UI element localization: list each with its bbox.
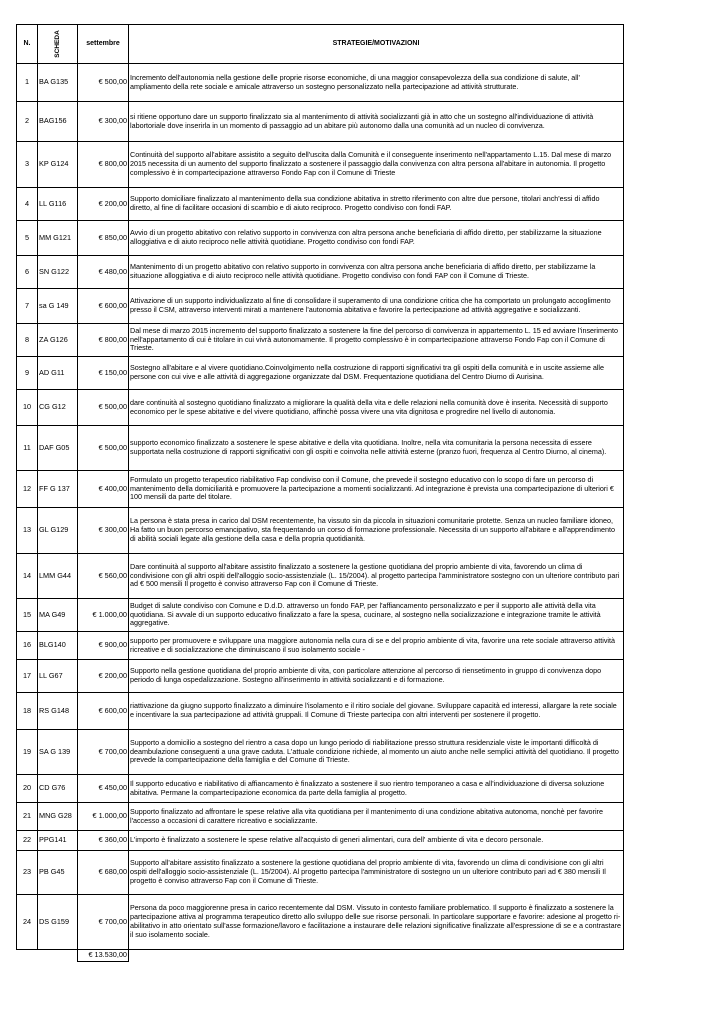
row-amount: € 850,00 xyxy=(78,221,129,256)
row-code: DS G159 xyxy=(38,895,78,950)
table-row xyxy=(17,851,624,895)
row-code: BAG156 xyxy=(38,102,78,142)
row-amount: € 600,00 xyxy=(78,289,129,324)
row-number: 10 xyxy=(17,390,38,426)
row-number: 4 xyxy=(17,188,38,221)
row-code: FF G 137 xyxy=(38,471,78,508)
row-code: MNG G28 xyxy=(38,803,78,831)
row-number: 18 xyxy=(17,693,38,730)
row-code: MA G49 xyxy=(38,599,78,632)
header-scheda xyxy=(38,25,78,64)
row-strategy: si ritiene opportuno dare un supporto finalizzato sia al mantenimento di attività socializzanti già in atto che un sostegno all'individuazione di attività labortoriale dove inserirla in un momento di passaggio ad un abitare più autonomo dalla una comunità ad un nucleo di convivenza. xyxy=(129,102,624,142)
row-number: 9 xyxy=(17,357,38,390)
row-code: DAF G05 xyxy=(38,426,78,471)
row-amount: € 680,00 xyxy=(78,851,129,895)
table-row xyxy=(17,390,624,426)
row-amount: € 800,00 xyxy=(78,324,129,357)
row-strategy: Supporto finalizzato ad affrontare le spese relative alla vita quotidiana per il mantenimento di una condizione abitativa autonoma, nonchè per favorire l'accesso a occasioni di carattere ricreativo e socializzante. xyxy=(129,803,624,831)
row-strategy: Dal mese di marzo 2015 incremento del supporto finalizzato a sostenere la fine del percorso di convivenza in appartemento L. 15 ed avviare l'inserimento nell'appartamento di cui è titolare in cui vivrà autonomamente. Il progetto complessivo è in compartecipazione attraverso Fondo Fap con il Comune di Trieste. xyxy=(129,324,624,357)
row-strategy: Attivazione di un supporto individualizzato al fine di consolidare il superamento di una condizione critica che ha comportato un prolungato accoglimento presso il CSM, attraverso interventi mirati a mantenere l'autonomia abitativa e favorire la pertecipazione ad attività aggregative e socializzanti. xyxy=(129,289,624,324)
table-row xyxy=(17,831,624,851)
header-row xyxy=(17,25,624,64)
row-number: 20 xyxy=(17,775,38,803)
row-amount: € 1.000,00 xyxy=(78,599,129,632)
row-number: 19 xyxy=(17,730,38,775)
table-row xyxy=(17,693,624,730)
header-month: settembre xyxy=(78,25,129,64)
row-code: GL G129 xyxy=(38,508,78,554)
table-row xyxy=(17,632,624,660)
row-amount: € 300,00 xyxy=(78,102,129,142)
table-row xyxy=(17,508,624,554)
row-number: 3 xyxy=(17,142,38,188)
row-strategy: Formulato un progetto terapeutico riabilitativo Fap condiviso con il Comune, che prevede il sostegno educativo con lo scopo di fare un percorso di mantenimento della domiciliarità e promuovere la partecipazione a momenti socializzanti. Ad integrazione è prevista una compartecipazione di ulteriori € 100 mensili da parte del titolare. xyxy=(129,471,624,508)
total-row xyxy=(17,950,624,962)
row-amount: € 200,00 xyxy=(78,188,129,221)
row-strategy: dare continuità al sostegno quotidiano finalizzato a migliorare la qualità della vita e delle relazioni nella comunità dove è inserita. Necessità di supporto economico per le spese abitative e del vivere quotidiano, affinchè possa vivere una vita dignitosa e progredire nel livello di autonomia. xyxy=(129,390,624,426)
row-number: 1 xyxy=(17,64,38,102)
row-number: 22 xyxy=(17,831,38,851)
row-code: PPG141 xyxy=(38,831,78,851)
row-strategy: Budget di salute condiviso con Comune e D.d.D. attraverso un fondo FAP, per l'affiancamento personalizzato e per il supporto alle attività della vita quotidiana. Si avvale di un supporto educativo finalizzato a fare la spesa, cucinare, al sostegno nella socializzazione e integrazione tramite le attività aggregative. xyxy=(129,599,624,632)
row-code: LL G67 xyxy=(38,660,78,693)
total-amount: € 13.530,00 xyxy=(78,950,129,962)
row-amount: € 400,00 xyxy=(78,471,129,508)
row-strategy: Supporto domiciliare finalizzato al mantenimento della sua condizione abitativa in stretto riferimento con altre due persone, titolari anch'essi di affido diretto, al fine di facilitare occasioni di scambio e di aiuto reciproco. Progetto condiviso con fondi FAP. xyxy=(129,188,624,221)
row-number: 12 xyxy=(17,471,38,508)
row-code: BA G135 xyxy=(38,64,78,102)
row-code: PB G45 xyxy=(38,851,78,895)
row-code: CD G76 xyxy=(38,775,78,803)
row-code: sa G 149 xyxy=(38,289,78,324)
row-strategy: supporto per promuovere e sviluppare una maggiore autonomia nella cura di se e del proprio ambiente di vita, favorire una rete sociale attraverso attività ricreative e di socializzazione che diminuiscano il suo isolamento sociale - xyxy=(129,632,624,660)
row-number: 13 xyxy=(17,508,38,554)
table-row xyxy=(17,324,624,357)
row-number: 24 xyxy=(17,895,38,950)
row-code: CG G12 xyxy=(38,390,78,426)
row-amount: € 500,00 xyxy=(78,426,129,471)
table-row xyxy=(17,102,624,142)
row-number: 21 xyxy=(17,803,38,831)
budget-table xyxy=(16,24,624,962)
row-amount: € 1.000,00 xyxy=(78,803,129,831)
header-strategy: STRATEGIE/MOTIVAZIONI xyxy=(129,25,624,64)
header-n: N. xyxy=(17,25,38,64)
table-row xyxy=(17,357,624,390)
table-row xyxy=(17,426,624,471)
row-code: SN G122 xyxy=(38,256,78,289)
row-amount: € 900,00 xyxy=(78,632,129,660)
row-number: 7 xyxy=(17,289,38,324)
table-row xyxy=(17,256,624,289)
row-strategy: Persona da poco maggiorenne presa in carico recentemente dal DSM. Vissuto in contesto familiare problematico. Il supporto è finalizzato a sostenere la partecipazione attiva al programma terapeutico diretto allo sviluppo delle sue risorse personali. In particolare supportare e favorire: adesione al progetto ri-abilitativo in atto orientato sull'asse formazione/lavoro e facilitazione a instaurare delle relazioni significative finalizzate all'espressione di se e a contrastare il suo isolamento sociale. xyxy=(129,895,624,950)
row-strategy: Continuità del supporto all'abitare assistito a seguito dell'uscita dalla Comunità e il conseguente inserimento nell'appartamento L.15. Dal mese di marzo 2015 necessita di un aumento del supporto finalizzato a sostenere il passaggio dalla convivenza con altra persona all'abitare in autonomia. Il progetto complessivo è in compartecipazione attraverso Fondo Fap con il Comune di Trieste xyxy=(129,142,624,188)
row-strategy: Incremento dell'autonomia nella gestione delle proprie risorse economiche, di una maggior consapevolezza della sua condizione di salute, all' ampliamento della rete sociale e amicale attraverso un sostegno personalizzato nella partecipazione ad attività strutturate. xyxy=(129,64,624,102)
table-body xyxy=(17,64,624,950)
row-code: MM G121 xyxy=(38,221,78,256)
row-code: KP G124 xyxy=(38,142,78,188)
row-strategy: Supporto all'abitare assistito finalizzato a sostenere la gestione quotidiana del proprio ambiente di vita, favorendo un clima di condivisione con gli altri ospiti dell'alloggio socio-assistenziale (L. 15/2004). Al progetto partecipa l'amministratore di sostegno un un ulteriore contributo pari ad € 380 mensili Il progetto è conviso attraverso Fap con il Comune di Trieste. xyxy=(129,851,624,895)
row-number: 14 xyxy=(17,554,38,599)
row-code: ZA G126 xyxy=(38,324,78,357)
row-strategy: Mantenimento di un progetto abitativo con relativo supporto in convivenza con altra persona anche beneficiaria di affido diretto, per stabilizzarne la situazione alloggiativa e di aiuto reciproco nelle attività quotidiane. Progetto condiviso con fondi FAP con il Comune di Trieste. xyxy=(129,256,624,289)
row-code: AD G11 xyxy=(38,357,78,390)
table-row xyxy=(17,471,624,508)
row-number: 8 xyxy=(17,324,38,357)
row-amount: € 300,00 xyxy=(78,508,129,554)
table-row xyxy=(17,599,624,632)
row-code: SA G 139 xyxy=(38,730,78,775)
row-code: RS G148 xyxy=(38,693,78,730)
row-strategy: La persona è stata presa in carico dal DSM recentemente, ha vissuto sin da piccola in situazioni comunitarie protette. Senza un nucleo familiare idoneo, Ha fatto un buon percorso emancipativo, sta frequentando un corso di formazione professionale. Necessita di un supporto all'abitare e all'apprendimento di abilità sociali legate alla gestione della casa e della propria quotidianità. xyxy=(129,508,624,554)
table-row xyxy=(17,142,624,188)
row-amount: € 200,00 xyxy=(78,660,129,693)
header-scheda-label: SCHEDA xyxy=(53,29,61,58)
table-row xyxy=(17,221,624,256)
row-strategy: L'importo è finalizzato a sostenere le spese relative all'acquisto di generi alimentari, cura dell' ambiente di vita e decoro personale. xyxy=(129,831,624,851)
row-amount: € 600,00 xyxy=(78,693,129,730)
row-number: 2 xyxy=(17,102,38,142)
table-row xyxy=(17,289,624,324)
table-row xyxy=(17,730,624,775)
row-number: 16 xyxy=(17,632,38,660)
row-number: 5 xyxy=(17,221,38,256)
row-amount: € 150,00 xyxy=(78,357,129,390)
row-number: 6 xyxy=(17,256,38,289)
row-code: LMM G44 xyxy=(38,554,78,599)
row-amount: € 480,00 xyxy=(78,256,129,289)
row-strategy: supporto economico finalizzato a sostenere le spese abitative e della vita quotidiana. Inoltre, nella vita comunitaria la persona necessita di essere supportata nella costruzione di rapporti significativi con gli ospiti e coinvolta nelle attività esterne (pranzo fuori, frequenza al Centro Diurno, al cinema). xyxy=(129,426,624,471)
row-amount: € 360,00 xyxy=(78,831,129,851)
row-amount: € 560,00 xyxy=(78,554,129,599)
row-amount: € 700,00 xyxy=(78,895,129,950)
row-strategy: Supporto a domicilio a sostegno del rientro a casa dopo un lungo periodo di riabilitazione presso struttura residenziale viste le importanti difficoltà di deambulazione conseguenti a una grave caduta. L'attuale condizione richiede, al momento un aiuto anche nelle semplici attività del quotidiano. Il progetto prevede la compartecipazione della famiglia e del Comune di Trieste. xyxy=(129,730,624,775)
row-amount: € 500,00 xyxy=(78,64,129,102)
table-row xyxy=(17,554,624,599)
row-amount: € 700,00 xyxy=(78,730,129,775)
table-row xyxy=(17,895,624,950)
table-row xyxy=(17,64,624,102)
row-strategy: Sostegno all'abitare e al vivere quotidiano.Coinvolgimento nella costruzione di rapporti significativi tra gli ospiti della comunità e in uscite assieme alle persone con cui vive e alle attività di aggregazione organizzate dal DSM. Frequentazione quotidiana del Centro Diurno di Aurisina. xyxy=(129,357,624,390)
table-row xyxy=(17,775,624,803)
row-amount: € 450,00 xyxy=(78,775,129,803)
row-code: LL G116 xyxy=(38,188,78,221)
row-number: 17 xyxy=(17,660,38,693)
table-row xyxy=(17,660,624,693)
table-row xyxy=(17,803,624,831)
row-amount: € 500,00 xyxy=(78,390,129,426)
row-strategy: Il supporto educativo e riabilitativo di affiancamento è finalizzato a sostenere il suo rientro temporaneo a casa e all'individuazione di diversa soluzione abitativa. Permane la compartecipazione economica da parte della famiglia al progetto. xyxy=(129,775,624,803)
table-row xyxy=(17,188,624,221)
row-number: 15 xyxy=(17,599,38,632)
row-strategy: Avvio di un progetto abitativo con relativo supporto in convivenza con altra persona anche beneficiaria di affido diretto, per stabilizzarne la situazione alloggiativa e di aiuto reciproco nelle attività quotidiane. Progetto condiviso con fondi FAP. xyxy=(129,221,624,256)
row-strategy: riattivazione da giugno supporto finalizzato a diminuire l'isolamento e il ritiro sociale del giovane. Sviluppare capacità ed interessi, allargare la rete sociale e incentivare la sua partecipazione ad attività gruppali. Il Comune di Trieste partecipa con altri interventi per sostenere il progetto. xyxy=(129,693,624,730)
row-number: 11 xyxy=(17,426,38,471)
row-strategy: Dare continuità al supporto all'abitare assistito finalizzato a sostenere la gestione quotidiana del proprio ambiente di vita, favorendo un clima di condivisione con gli altri ospiti dell'alloggio socio-assistenziale (L. 15/2004). al progetto partecipa l'amministratore sostegno con un ulteriore contributo pari ad € 500 mensili Il progetto è conviso attraverso Fap con il Comune di Trieste. xyxy=(129,554,624,599)
row-amount: € 800,00 xyxy=(78,142,129,188)
row-code: BLG140 xyxy=(38,632,78,660)
row-strategy: Supporto nella gestione quotidiana del proprio ambiente di vita, con particolare attenzione al percorso di riensetimento in gruppo di convivenza dopo periodo di lunga ospedalizzazione. Sostegno all'inserimento in attività socializzanti e di formazione. xyxy=(129,660,624,693)
row-number: 23 xyxy=(17,851,38,895)
